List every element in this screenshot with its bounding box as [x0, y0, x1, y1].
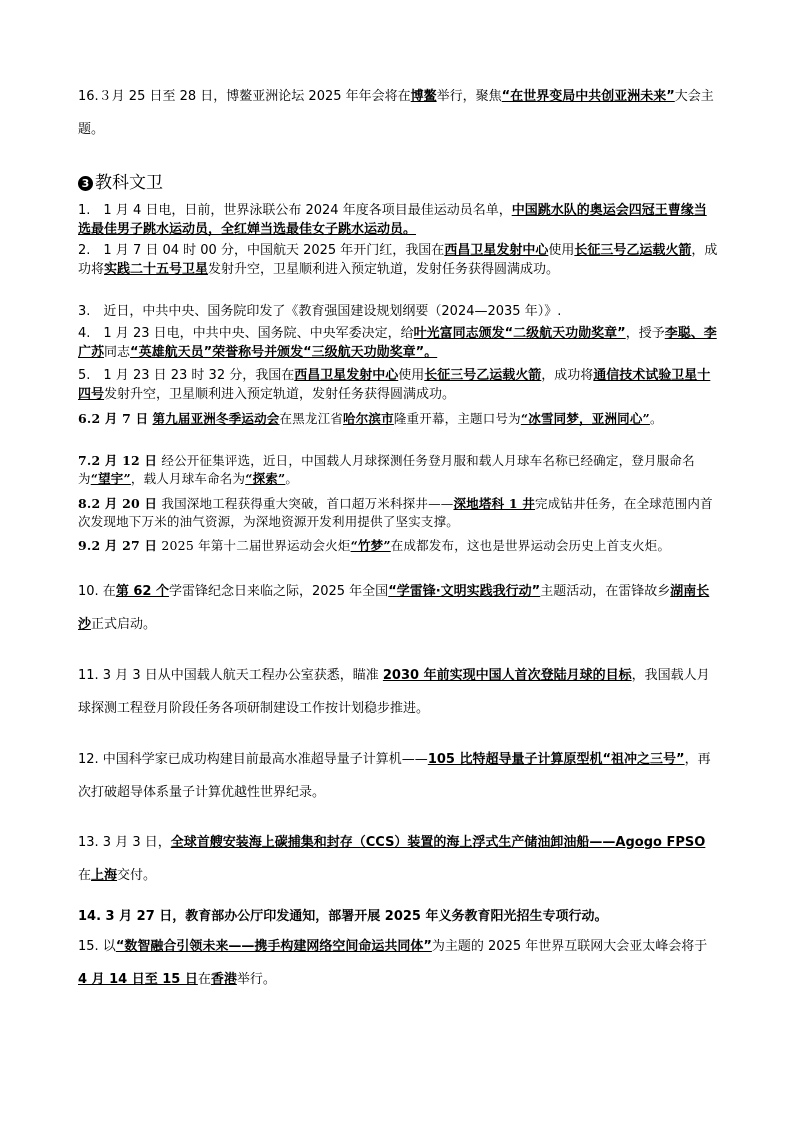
item-highlight: “数智融合引领未来——携手构建网络空间命运共同体” — [115, 939, 432, 954]
item-text: ，我国载人月球探测工程登月阶段任务各项研制建设工作按计划稳步推进。 — [78, 668, 710, 717]
item-text: 5. 1 月 23 日 23 时 32 分，我国在 — [78, 368, 295, 383]
item-text: 使用 — [548, 243, 575, 258]
news-item-5 — [78, 367, 718, 405]
item-highlight: 叶光富同志颁发“二级航天功勋奖章” — [413, 326, 626, 341]
news-item-8 — [78, 495, 718, 531]
item-text: 3. 近日，中共中央、国务院印发了《教育强国建设规划纲要（2024—2035 年）》. — [78, 304, 562, 319]
item-text: 在成都发布，这也是世界运动会历史上首支火炬。 — [390, 538, 671, 553]
item-highlight: 李聪、李广苏 — [78, 326, 717, 360]
item-date: 9.2 月 27 日 — [78, 538, 158, 553]
item-highlight: 通信技术试验卫星十四号 — [78, 368, 711, 402]
news-item-3 — [78, 303, 718, 322]
item-text: 发射升空，卫星顺利进入预定轨道，发射任务获得圆满成功。 — [104, 386, 456, 402]
item-text: 16.３月 25 日至 28 日，博鳌亚洲论坛 2025 年年会将在 — [78, 89, 411, 104]
item-text: 2025 年第十二届世界运动会火炬 — [157, 538, 351, 553]
news-item-10 — [78, 575, 718, 641]
item-text: 主题活动，在雷锋故乡 — [540, 584, 671, 599]
item-text: 15. 以 — [78, 939, 116, 954]
item-text: ，成功将 — [78, 243, 718, 277]
item-text: 完成钻井任务，在全球范围内首次发现地下万米的油气资源，为深地资源开发利用提供了坚实支撑。 — [78, 496, 713, 530]
item-highlight: 105 比特超导量子计算原型机“祖冲之三号” — [427, 752, 685, 767]
item-text: ，载人月球车命名为 — [130, 471, 246, 487]
item-text: 1. 1 月 4 日电，日前，世界泳联公布 2024 年度各项目最佳运动员名单， — [78, 203, 512, 218]
item-highlight: “竹梦” — [350, 538, 391, 553]
item-text: 正式启动。 — [91, 617, 157, 633]
news-item-1 — [78, 202, 718, 240]
item-text: 经公开征集评选，近日，中国载人月球探测任务登月服和载人月球车名称已经确定，登月服命名为 — [78, 453, 695, 487]
item-text: ，成功将 — [541, 368, 594, 383]
item-highlight: 第九届亚洲冬季运动会 — [152, 411, 280, 426]
section-heading — [78, 168, 163, 193]
item-highlight: 14. 3 月 27 日，教育部办公厅印发通知，部署开展 2025 年义务教育阳光招生专项行动。 — [78, 909, 608, 924]
item-highlight: “在世界变局中共创亚洲未来” — [501, 89, 675, 104]
section-title: 教科文卫 — [95, 173, 163, 193]
news-item-15 — [78, 930, 718, 996]
item-highlight: 中国跳水队的奥运会四冠王曹缘当选最佳男子跳水运动员，全红婵当选最佳女子跳水运动员。 — [78, 203, 707, 237]
item-highlight: 深地塔科 1 井 — [453, 496, 535, 511]
item-text: 。 — [285, 471, 299, 487]
item-text: 发射升空，卫星顺利进入预定轨道，发射任务获得圆满成功。 — [208, 261, 560, 277]
item-text: 4. 1 月 23 日电，中共中央、国务院、中央军委决定，给 — [78, 326, 414, 341]
item-text: ，再次打破超导体系量子计算优越性世界纪录。 — [78, 752, 711, 801]
item-text: 举行，聚焦 — [436, 89, 502, 104]
item-highlight: “英雄航天员”荣誉称号并颁发“三级航天功勋奖章”。 — [130, 344, 438, 360]
item-text: 隆重开幕，主题口号为 — [393, 411, 521, 426]
item-text: 我国深地工程获得重大突破，首口超万米科探井—— — [157, 496, 454, 511]
item-text: 12. 中国科学家已成功构建目前最高水准超导量子计算机—— — [78, 752, 428, 767]
news-item-11 — [78, 659, 718, 725]
item-highlight: 实践二十五号卫星 — [104, 261, 209, 277]
item-date: 7.2 月 12 日 — [78, 453, 158, 468]
item-date: 6.2 月 7 日 — [78, 411, 149, 426]
item-text: 学雷锋纪念日来临之际，2025 年全国 — [168, 584, 389, 599]
item-text: 。 — [649, 411, 663, 426]
news-item-13 — [78, 826, 718, 892]
news-item-4 — [78, 325, 718, 363]
item-highlight: 2030 年前实现中国人首次登陆月球的目标 — [382, 668, 632, 683]
item-highlight: 香港 — [210, 972, 237, 988]
item-text: 10. 在 — [78, 584, 116, 599]
item-text: ，授予 — [625, 326, 665, 341]
item-text: 11. 3 月 3 日从中国载人航天工程办公室获悉，瞄准 — [78, 668, 383, 683]
item-highlight: 第 62 个 — [115, 584, 169, 599]
item-text: 举行。 — [236, 972, 276, 988]
item-highlight: 博鳌 — [410, 89, 437, 104]
item-text: 在 — [197, 972, 211, 988]
item-text: 同志 — [104, 344, 131, 360]
item-highlight: 4 月 14 日至 15 日 — [78, 972, 198, 988]
item-highlight: 长征三号乙运载火箭 — [574, 243, 692, 258]
item-highlight: “冰雪同梦，亚洲同心” — [520, 411, 650, 426]
item-text: 使用 — [398, 368, 425, 383]
item-highlight: 西昌卫星发射中心 — [444, 243, 549, 258]
item-highlight: 上海 — [91, 868, 118, 884]
item-highlight: 哈尔滨市 — [343, 411, 394, 426]
news-item-6 — [78, 410, 718, 428]
item-text: 交付。 — [117, 868, 157, 884]
news-item-16 — [78, 80, 718, 146]
news-item-12 — [78, 743, 718, 809]
item-text: 大会主题。 — [78, 89, 714, 138]
item-date: 8.2 月 20 日 — [78, 496, 158, 511]
item-text: 2. 1 月 7 日 04 时 00 分，中国航天 2025 年开门红，我国在 — [78, 243, 445, 258]
news-item-14 — [78, 908, 718, 927]
item-highlight: “探索” — [245, 471, 286, 487]
item-highlight: “学雷锋·文明实践我行动” — [388, 584, 541, 599]
item-text: 在 — [78, 868, 92, 884]
section-number-bullet: 3 — [78, 176, 93, 191]
news-item-2 — [78, 242, 718, 280]
item-highlight: 西昌卫星发射中心 — [294, 368, 399, 383]
item-text: 在黑龙江省 — [279, 411, 344, 426]
news-item-9 — [78, 537, 718, 555]
item-text: 13. 3 月 3 日， — [78, 835, 171, 850]
news-item-7 — [78, 452, 718, 488]
item-highlight: 湖南长沙 — [78, 584, 710, 633]
item-highlight: “望宇” — [90, 471, 131, 487]
item-highlight: 长征三号乙运载火箭 — [424, 368, 542, 383]
item-highlight: 全球首艘安装海上碳捕集和封存（CCS）装置的海上浮式生产储油卸油船——Agogo FPSO — [170, 835, 706, 850]
item-text: 为主题的 2025 年世界互联网大会亚太峰会将于 — [431, 939, 708, 954]
